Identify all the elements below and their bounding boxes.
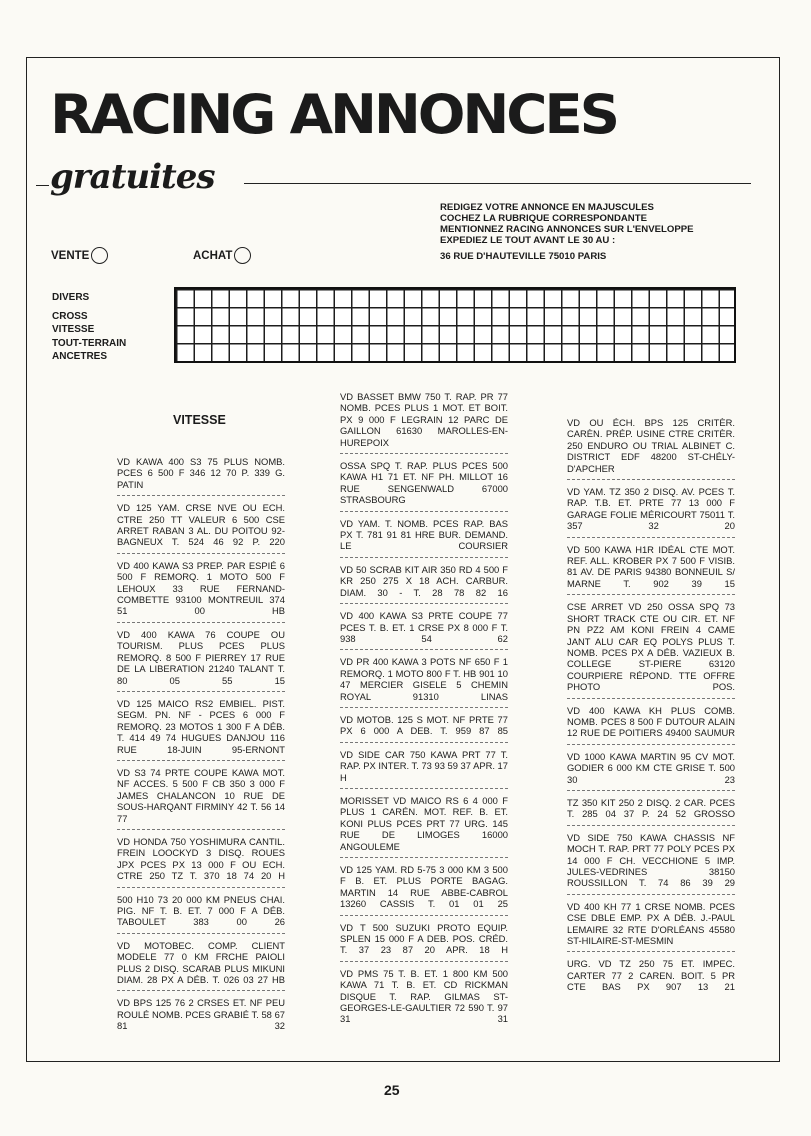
classified-ad: MORISSET VD MAICO RS 6 4 000 F PLUS 1 CARÉN. MOT. REF. B. ET. KONI PLUS PCES PRT 77 URG. 145 RUE DE LIMOGES 16000 ANGOULEME [340, 795, 508, 858]
classified-ad: VD 400 KAWA 76 COUPE OU TOURISM. PLUS PCES PLUS REMORQ. 8 500 F PIERREY 17 RUE DE LA LIBERATION 21240 TALANT T. 80 05 55 15 [117, 629, 285, 692]
classified-ad: VD OU ÉCH. BPS 125 CRITÈR. CARÈN. PRÉP. USINE CTRE CRITÈR. 250 ENDURO OU TRIAL ALBINET C. DISTRICT EDF 48200 ST-CHÉLY-D'APCHER [567, 417, 735, 480]
classified-ad: VD S3 74 PRTE COUPE KAWA MOT. NF ACCES. 5 500 F CB 350 3 000 F JAMES CHALANCON 10 RUE DE SOUS-HARQANT FIRMINY 42 T. 56 14 77 [117, 767, 285, 830]
classified-ad: VD 500 KAWA H1R IDÉAL CTE MOT. REF. ALL. KROBER PX 7 500 F VISIB. 81 AV. DE PARIS 94380 BONNEUIL S/ MARNE T. 902 39 15 [567, 544, 735, 596]
ads-column-2 [340, 391, 508, 1036]
classified-ad: VD T 500 SUZUKI PROTO EQUIP. SPLEN 15 000 F A DEB. POS. CRÉD. T. 37 23 87 20 APR. 18 H [340, 922, 508, 962]
classified-ad: OSSA SPQ T. RAP. PLUS PCES 500 KAWA H1 71 ET. NF PH. MILLOT 16 RUE SENGENWALD 67000 STRASBOURG [340, 460, 508, 512]
ads-column-1 [117, 456, 285, 1043]
page-number: 25 [384, 1082, 400, 1098]
achat-option[interactable] [193, 247, 251, 264]
classified-ad: VD 125 YAM. RD 5-75 3 000 KM 3 500 F B. ET. PLUS PORTE BAGAG. MARTIN 14 RUE ABBE-CABROL 13260 CASSIS T. 01 01 25 [340, 864, 508, 916]
category-tout-terrain[interactable]: TOUT-TERRAIN [52, 338, 127, 349]
classified-ad: VD MOTOBEC. COMP. CLIENT MODELE 77 0 KM FRCHE PAIOLI PLUS 2 DISQ. SCARAB PLUS MIKUNI DIAM. 28 PX A DÉB. T. 026 03 27 HB [117, 940, 285, 992]
classified-ad: VD KAWA 400 S3 75 PLUS NOMB. PCES 6 500 F 346 12 70 P. 339 G. PATIN [117, 456, 285, 496]
classified-ad: TZ 350 KIT 250 2 DISQ. 2 CAR. PCES T. 285 04 37 P. 24 52 GROSSO [567, 797, 735, 826]
subtitle-rule-right [244, 183, 751, 184]
classified-ad: VD SIDE 750 KAWA CHASSIS NF MOCH T. RAP. PRT 77 POLY PCES PX 14 000 F CH. VECCHIONE 5 IMP. JULES-VEDRINES 38150 ROUSSILLON T. 74 86 39 29 [567, 832, 735, 895]
subtitle-rule-left [36, 185, 49, 186]
classified-ad: VD 125 MAICO RS2 EMBIEL. PIST. SEGM. PN. NF - PCES 6 000 F REMORQ. 23 MOTOS 1 300 F A DÉB. T. 414 49 74 HUGUES DANJOU 116 RUE 18-JUIN 95-ERNONT [117, 698, 285, 761]
classified-ad: VD YAM. T. NOMB. PCES RAP. BAS PX T. 781 91 81 HRE BUR. DEMAND. LE COURSIER [340, 518, 508, 558]
classified-ad: VD 400 KAWA S3 PREP. PAR ESPIÉ 6 500 F REMORQ. 1 MOTO 500 F LEHOUX 33 RUE FERNAND-COMBETTE 93100 MONTREUIL 374 51 00 HB [117, 560, 285, 623]
classified-ad: VD MOTOB. 125 S MOT. NF PRTE 77 PX 6 000 A DEB. T. 959 87 85 [340, 714, 508, 743]
category-divers[interactable]: DIVERS [52, 292, 90, 303]
instructions [440, 202, 760, 246]
classified-ad: 500 H10 73 20 000 KM PNEUS CHAI. PIG. NF T. B. ET. 7 000 F A DÉB. TABOULET 383 00 26 [117, 894, 285, 934]
instruction-line: COCHEZ LA RUBRIQUE CORRESPONDANTE [440, 213, 647, 224]
classified-ad: VD 50 SCRAB KIT AIR 350 RD 4 500 F KR 250 275 X 18 ACH. CARBUR. DIAM. 30 - T. 28 78 82 16 [340, 564, 508, 604]
classified-ad: VD PMS 75 T. B. ET. 1 800 KM 500 KAWA 71 T. B. ET. CD RICKMAN DISQUE T. RAP. GILMAS ST-GEORGES-LE-GAULTIER 72 590 T. 97 31 31 [340, 967, 508, 1025]
mailing-address: 36 RUE D'HAUTEVILLE 75010 PARIS [440, 251, 607, 262]
classified-ad: CSE ARRET VD 250 OSSA SPQ 73 SHORT TRACK CTE OU CIR. ET. NF PN PZ2 AM KONI FREIN 4 CAME JANT ALU CAR EQ POLYS PLUS T. NOMB. PCES PX A DÉB. VAZIEUX B. COLLEGE ST-PIERE 63120 COURPIERE RÉPOND. TTE OFFRE PHOTO POS. [567, 601, 735, 698]
page-subtitle: gratuites [50, 157, 215, 197]
instruction-line: REDIGEZ VOTRE ANNONCE EN MAJUSCULES [440, 202, 654, 213]
category-ancetres[interactable]: ANCETRES [52, 351, 108, 362]
classified-ad: VD BASSET BMW 750 T. RAP. PR 77 NOMB. PCES PLUS 1 MOT. ET BOIT. PX 9 000 F LEGRAIN 12 PARC DE GAILLON 61630 MAROLLES-EN-HUREPOIX [340, 391, 508, 454]
achat-checkbox[interactable] [234, 247, 251, 264]
page-title: RACING ANNONCES [50, 83, 617, 146]
section-title: VITESSE [173, 413, 226, 427]
classified-ad: VD 1000 KAWA MARTIN 95 CV MOT. GODIER 6 000 KM CTE GRISE T. 500 30 23 [567, 751, 735, 791]
achat-label: ACHAT [193, 249, 233, 262]
classified-ad: VD HONDA 750 YOSHIMURA CANTIL. FREIN LOOCKYD 3 DISQ. ROUES JPX PCES PX 13 000 F OU ECH. CTRE 250 TZ T. 370 18 74 20 H [117, 836, 285, 888]
classified-ad: VD 400 KH 77 1 CRSE NOMB. PCES CSE DBLE EMP. PX A DÉB. J.-PAUL LEMAIRE 32 RTE D'ORLÉANS 45580 ST-HILAIRE-ST-MESMIN [567, 901, 735, 953]
vente-checkbox[interactable] [91, 247, 108, 264]
ads-column-3 [567, 417, 735, 1004]
category-cross[interactable]: CROSS [52, 311, 88, 322]
category-vitesse[interactable]: VITESSE [52, 324, 95, 335]
vente-label: VENTE [51, 249, 90, 262]
instruction-line: MENTIONNEZ RACING ANNONCES SUR L'ENVELOPPE [440, 224, 694, 235]
classified-ad: VD PR 400 KAWA 3 POTS NF 650 F 1 REMORQ. 1 MOTO 800 F T. HB 901 10 47 MERCIER GISELE 5 CHEMIN ROYAL 91310 LINAS [340, 656, 508, 708]
classified-ad: URG. VD TZ 250 75 ET. IMPEC. CARTER 77 2 CAREN. BOIT. 5 PR CTE BAS PX 907 13 21 [567, 958, 735, 993]
classified-ad: VD BPS 125 76 2 CRSES ET. NF PEU ROULÉ NOMB. PCES GRABIÉ T. 58 67 81 32 [117, 997, 285, 1032]
ad-text-grid[interactable] [174, 287, 736, 363]
classified-ad: VD SIDE CAR 750 KAWA PRT 77 T. RAP. PX INTER. T. 73 93 59 37 APR. 17 H [340, 749, 508, 789]
classified-ad: VD 125 YAM. CRSE NVE OU ECH. CTRE 250 TT VALEUR 6 500 CSE ARRET RABAN 3 AL. DU POITOU 92-BAGNEUX T. 524 46 92 P. 220 [117, 502, 285, 554]
classified-ad: VD YAM. TZ 350 2 DISQ. AV. PCES T. RAP. T.B. ET. PRTE 77 13 000 F GARAGE FOLIE MÉRICOURT 75011 T. 357 32 20 [567, 486, 735, 538]
instruction-line: EXPEDIEZ LE TOUT AVANT LE 30 AU : [440, 235, 616, 246]
classified-ad: VD 400 KAWA KH PLUS COMB. NOMB. PCES 8 500 F DUTOUR ALAIN 12 RUE DE POITIERS 49400 SAUMUR [567, 705, 735, 745]
vente-option[interactable] [51, 247, 108, 264]
classified-ad: VD 400 KAWA S3 PRTE COUPE 77 PCES T. B. ET. 1 CRSE PX 8 000 F T. 938 54 62 [340, 610, 508, 650]
